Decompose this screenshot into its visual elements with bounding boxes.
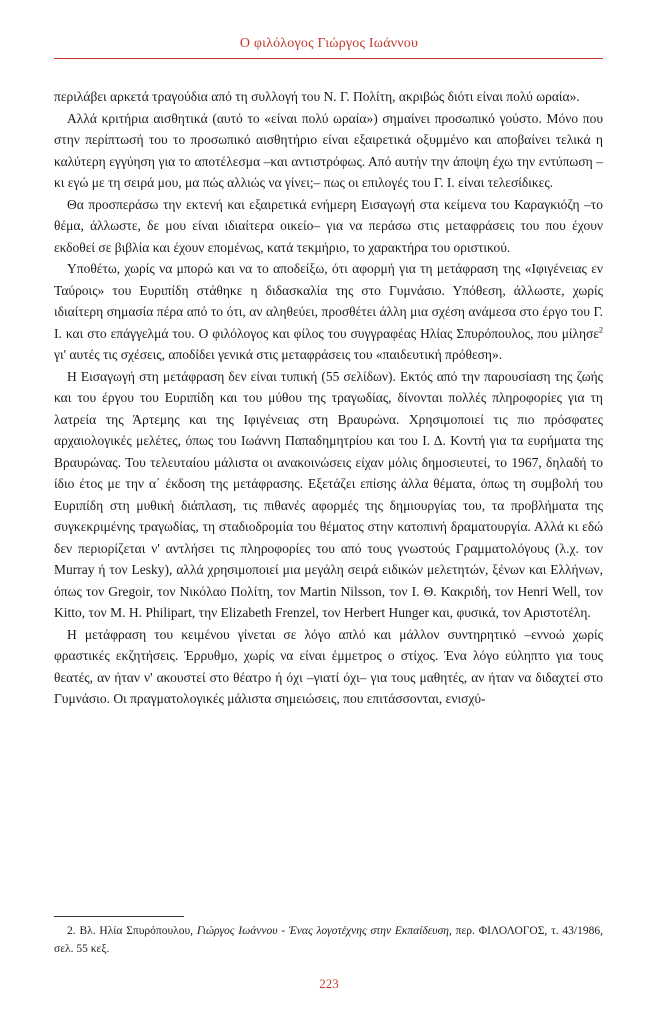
paragraph (54, 366, 603, 624)
paragraph (54, 624, 603, 710)
running-header: Ο φιλόλογος Γιώργος Ιωάννου (239, 36, 419, 51)
paragraph (54, 194, 603, 259)
text-run: Υποθέτω, χωρίς να μπορώ και να το αποδείξω, ότι αφορμή για τη μετάφραση της «Ιφιγένειας εν Ταύροις» του Ευριπίδη στάθηκε η διδασκαλία της στο Γυμνάσιο. Υπόθεση, άλλωστε, χωρίς ιδιαίτερη σημασία πέρα από το ότι, αν αληθεύει, προσθέτει άλλη μια σχέση ανάμεσα στο έργο του Γ. Ι. και στο επάγγελμά του. Ο φιλόλογος και φίλος του συγγραφέας Ηλίας Σπυρόπουλος, που μίλησε (54, 261, 603, 341)
header-rule (54, 58, 603, 59)
footnote (54, 922, 603, 958)
paragraph (54, 86, 603, 108)
page-number: 223 (319, 976, 339, 991)
footnote-rule (54, 916, 184, 917)
footnote-text: , περ. ΦΙΛΟΛΟΓΟΣ, τ. 43/1986, σελ. 55 κεξ. (54, 925, 603, 955)
paragraph (54, 108, 603, 194)
text-run: Η Εισαγωγή στη μετάφραση δεν είναι τυπική (55 σελίδων). Εκτός από την παρουσίαση της ζωής και του έργου του Ευριπίδη και του μύθου της τραγωδίας, δίνονται πολλές πληροφορίες για τη λατρεία της Άρτεμης και της Ιφιγένειας στη Βραυρώνα. Χρησιμοποιεί τις πιο πρόσφατες αρχαιολογικές μελέτες, όπως του Ιωάννη Παπαδημητρίου και του Ι. Δ. Κοντή για τα ευρήματα της Βραυρώνας. Του τελευταίου μάλιστα οι ανακοινώσεις είχαν μόλις δημοσιευτεί, το 1967, δηλαδή το ίδιο έτος με την α΄ έκδοση της μετάφρασης. Εξετάζει επίσης άλλα θέματα, όπως τη συμβολή του Ευριπίδη στη μυθική διάπλαση, τις πιθανές αφορμές της δημιουργίας του, τα προβλήματα της συγκεκριμένης τραγωδίας, τη σταδιοδρομία του θέματος στην κατοπινή δραματουργία. Αλλά κι εδώ δεν περιορίζεται ν' αντλήσει τις πληροφορίες του από τους γνωστούς Γραμματολόγους (λ.χ. τον Murray ή τον Lesky), αλλά χρησιμοποιεί μια μεγάλη σειρά ειδικών μελετητών, ξένων και Ελλήνων, όπως τον Gregoir, τον Νικόλαο Πολίτη, τον Martin Nilsson, τον Ι. Θ. Κακριδή, τον Henri Well, τον Kitto, τον M. H. Philipart, την Elizabeth Frenzel, τον Herbert Hunger και, φυσικά, τον Αριστοτέλη. (54, 368, 603, 620)
text-run: γι' αυτές τις σχέσεις, αποδίδει γενικά στις μεταφράσεις του «παιδευτική πρόθεση». (54, 347, 503, 362)
text-run: Αλλά κριτήρια αισθητικά (αυτό το «είναι πολύ ωραία») σημαίνει προσωπικό γούστο. Μόνο που στην περίπτωσή του το προσωπικό αισθητήριο είναι εξαιρετικά οξυμμένο και αποβαίνει τελικά η καλύτερη εγγύηση για το αποτέλεσμα –και αντιστρόφως. Από αυτήν την άποψη έχω την εντύπωση –κι εγώ με τη σειρά μου, μα πώς αλλιώς να γίνει;– πως οι επιλογές του Γ. Ι. είναι τελεσίδικες. (54, 110, 603, 190)
text-run: περιλάβει αρκετά τραγούδια από τη συλλογή του Ν. Γ. Πολίτη, ακριβώς διότι είναι πολύ ωραία». (54, 89, 580, 104)
footnote-marker[interactable]: 2 (599, 325, 603, 334)
paragraph (54, 258, 603, 366)
main-text (54, 86, 603, 710)
text-run: Θα προσπεράσω την εκτενή και εξαιρετικά ενήμερη Εισαγωγή στα κείμενα του Καραγκιόζη –το θέμα, άλλωστε, δε μου είναι ιδιαίτερα οικείο– για να περάσω στις μεταφράσεις του που έχουν εκδοθεί σε βιβλία και έχουν επομένως, κατά τεκμήριο, το χαρακτήρα του οριστικού. (54, 196, 603, 255)
text-run: Η μετάφραση του κειμένου γίνεται σε λόγο απλό και μάλλον συντηρητικό –εννοώ χωρίς φραστικές εκζητήσεις. Έρρυθμο, χωρίς να είναι έμμετρος ο στίχος. Ένα λόγο εύληπτο για τους θεατές, αν ήταν ν' ακουστεί στο θέατρο ή όχι –γιατί όχι– για τους μαθητές, αν ήταν να διδαχτεί στο Γυμνάσιο. Οι πραγματολογικές μάλιστα σημειώσεις, που επιτάσσονται, ενισχύ- (54, 626, 603, 706)
footnote-title: Γιώργος Ιωάννου - Ένας λογοτέχνης στην Εκπαίδευση (196, 925, 449, 937)
footnote-text: 2. Βλ. Ηλία Σπυρόπουλου, (67, 925, 197, 937)
